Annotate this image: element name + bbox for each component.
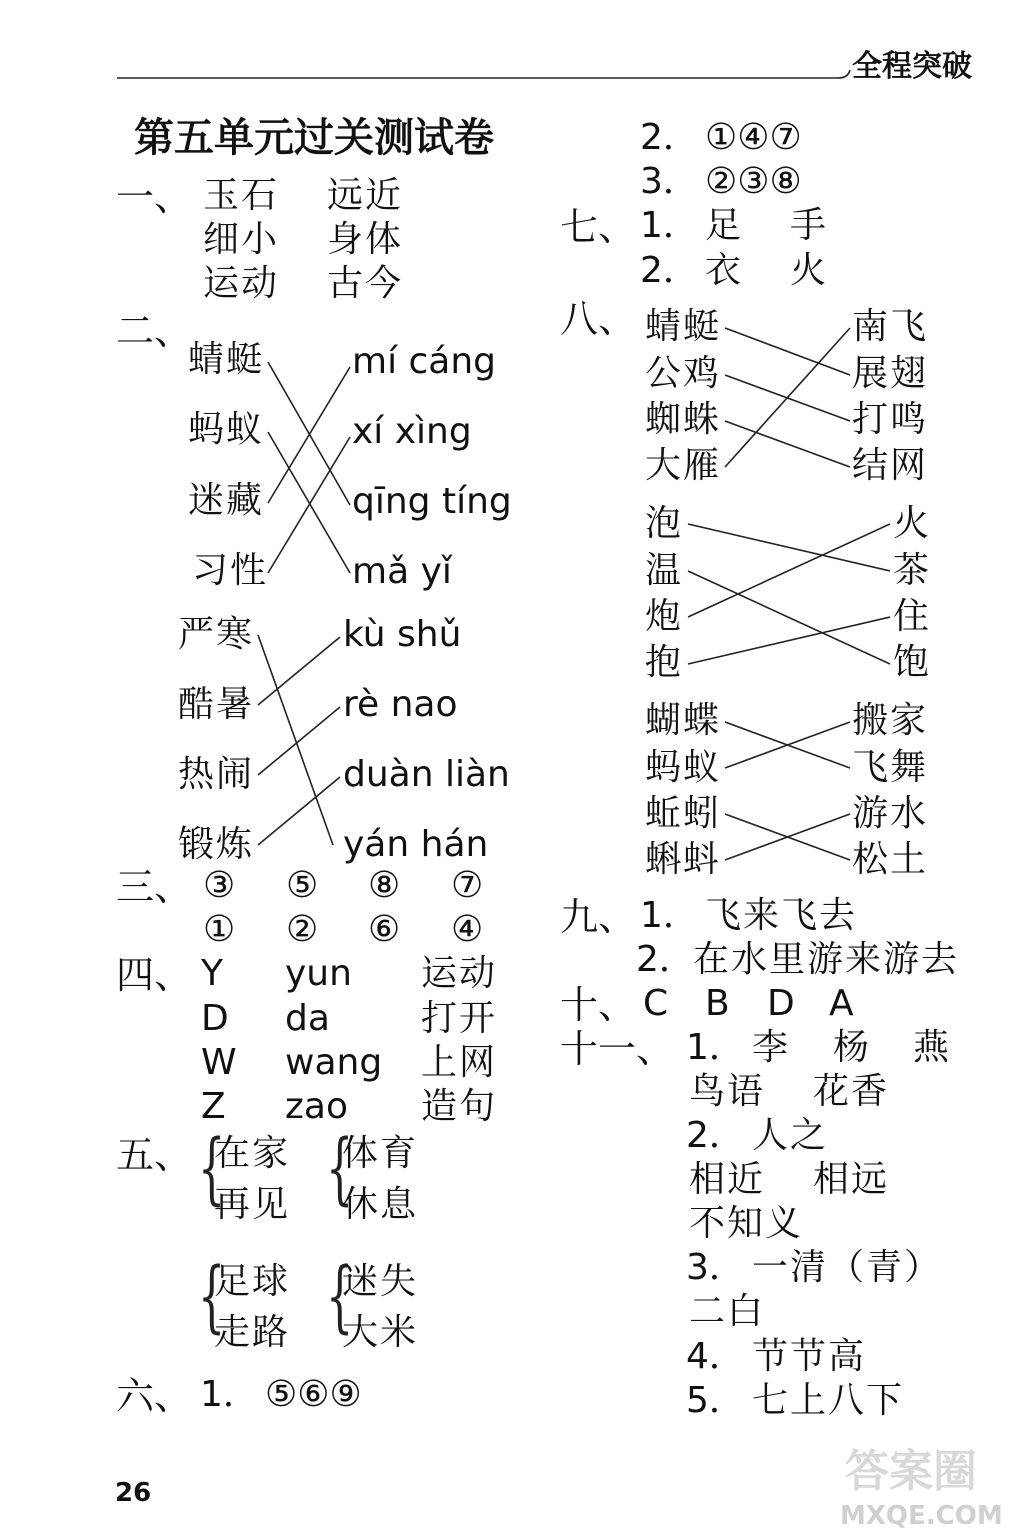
s8-right: 打鸣 [852,399,929,440]
s1-word: 玉石 [203,175,280,216]
section-6-label: 六、 [116,1374,193,1418]
s4-pinyin: wang [285,1042,383,1083]
s11-num: 2． [686,1115,745,1156]
s2-pinyin: mí cáng [352,341,497,382]
s2-word: 严寒 [178,614,255,655]
s4-letter: W [201,1042,237,1083]
s5-word: 休息 [342,1184,419,1225]
s8-right: 火 [893,503,932,544]
s8-left: 蝌蚪 [645,839,722,880]
s8-left: 蜻蜓 [645,306,722,347]
section-3-label: 三、 [116,865,193,909]
s3-answer: ④ [451,909,484,950]
s4-letter: D [201,998,229,1039]
s8-left: 蚂蚁 [645,747,722,788]
s2-pinyin: kù shǔ [343,614,462,655]
s11-word: 相近 [689,1159,766,1200]
s6-num: 3． [640,161,699,202]
s8-right: 茶 [893,550,932,591]
s8-right: 松土 [852,839,929,880]
s4-word: 造句 [421,1086,498,1127]
s4-pinyin: da [285,998,330,1039]
s7-word: 足 [705,205,744,246]
s8-right: 展翅 [852,353,929,394]
s11-word: 节节高 [752,1336,867,1377]
s2-word: 蜻蜓 [188,339,265,380]
s5-word: 迷失 [342,1261,419,1302]
s6-answer: ⑤⑥⑨ [265,1374,362,1415]
section-7-label: 七、 [560,205,637,249]
s10-answer: D [767,983,795,1024]
s8-left: 蜘蛛 [645,399,722,440]
s1-word: 细小 [203,219,280,260]
s11-word: 花香 [813,1071,890,1112]
s8-left: 抱 [645,642,684,683]
s5-word: 走路 [214,1312,291,1353]
s3-answer: ② [286,909,319,950]
s4-word: 上网 [421,1042,498,1083]
s11-num: 1． [686,1027,745,1068]
s3-answer: ⑧ [368,865,401,906]
s2-pinyin: mǎ yǐ [352,551,452,592]
section-1-label: 一、 [116,175,193,219]
s2-pinyin: xí xìng [352,411,472,452]
s7-word: 火 [790,250,829,291]
s6-num: 2． [640,117,699,158]
s7-num: 1． [640,205,699,246]
s11-word: 杨 [833,1027,872,1068]
s11-word: 鸟语 [689,1071,766,1112]
s6-answer: ①④⑦ [705,117,802,158]
s10-answer: B [705,983,730,1024]
s5-word: 体育 [342,1133,419,1174]
s4-pinyin: yun [285,953,352,994]
s8-right: 搬家 [852,700,929,741]
s3-answer: ⑤ [286,865,319,906]
s1-word: 运动 [203,263,280,304]
s6-answer: ②③⑧ [705,161,802,202]
s11-num: 3． [686,1247,745,1288]
s5-word: 足球 [214,1261,291,1302]
brace: { [326,1252,354,1342]
s4-word: 打开 [421,998,498,1039]
s3-answer: ⑥ [368,909,401,950]
s11-num: 5． [686,1380,745,1421]
s4-word: 运动 [421,953,498,994]
section-9-label: 九、 [560,895,637,939]
section-4-label: 四、 [116,953,193,997]
s1-word: 古今 [327,263,404,304]
s7-word: 手 [790,205,829,246]
s2-word: 蚂蚁 [188,409,265,450]
s11-word: 人之 [752,1115,829,1156]
s4-letter: Y [201,953,223,994]
s2-word: 锻炼 [178,824,255,865]
s2-pinyin: yán hán [343,824,489,865]
s11-word: 七上八下 [752,1380,905,1421]
s2-pinyin: qīng tíng [352,481,512,522]
s5-word: 大米 [342,1312,419,1353]
s1-word: 身体 [327,219,404,260]
watermark-url: MXQE.COM [840,1501,1003,1531]
s8-right: 住 [893,596,932,637]
s4-pinyin: zao [285,1086,348,1127]
s8-right: 结网 [852,445,929,486]
brace: { [198,1252,226,1342]
page-number: 26 [115,1478,152,1508]
s2-word: 酷暑 [178,684,255,725]
s8-left: 泡 [645,503,684,544]
s1-word: 远近 [327,175,404,216]
s2-pinyin: duàn liàn [343,754,510,795]
s2-word: 习性 [192,550,269,591]
s11-word: 燕 [913,1027,952,1068]
s8-left: 蝴蝶 [645,700,722,741]
s8-left: 炮 [645,596,684,637]
s8-right: 游水 [852,793,929,834]
section-8-label: 八、 [560,297,637,341]
s11-word: 李 [752,1027,791,1068]
section-5-label: 五、 [116,1133,193,1177]
s11-num: 4． [686,1336,745,1377]
s9-answer: 飞来飞去 [705,895,858,936]
s8-right: 饱 [893,642,932,683]
brace: { [198,1124,226,1214]
watermark-logo: 答案圈 [845,1446,977,1497]
s9-num: 2． [636,939,695,980]
s11-word: 不知义 [689,1203,804,1244]
s8-left: 公鸡 [645,353,722,394]
s7-num: 2． [640,250,699,291]
s2-word: 迷藏 [188,480,265,521]
s10-answer: C [643,983,669,1024]
s2-word: 热闹 [178,754,255,795]
section-10-label: 十、 [560,983,637,1027]
s6-num: 1． [200,1374,259,1415]
s8-right: 南飞 [852,306,929,347]
s9-answer: 在水里游来游去 [693,939,960,980]
s8-left: 蚯蚓 [645,793,722,834]
s5-word: 在家 [214,1133,291,1174]
s4-letter: Z [201,1086,226,1127]
section-11-label: 十一、 [560,1027,675,1071]
section-2-label: 二、 [116,309,193,353]
s7-word: 衣 [705,250,744,291]
s5-word: 再见 [214,1184,291,1225]
s8-left: 温 [645,550,684,591]
brand-label: 全程突破 [852,49,972,84]
s10-answer: A [829,983,854,1024]
s2-pinyin: rè nao [343,684,458,725]
s3-answer: ③ [203,865,236,906]
s11-word: 一清（青） [752,1247,943,1288]
page-title: 第五单元过关测试卷 [134,114,494,161]
s3-answer: ⑦ [451,865,484,906]
s9-num: 1． [640,895,699,936]
s3-answer: ① [203,909,236,950]
s8-left: 大雁 [645,445,722,486]
s8-right: 飞舞 [852,747,929,788]
brace: { [326,1124,354,1214]
s11-word: 相远 [813,1159,890,1200]
s11-word: 二白 [689,1291,766,1332]
